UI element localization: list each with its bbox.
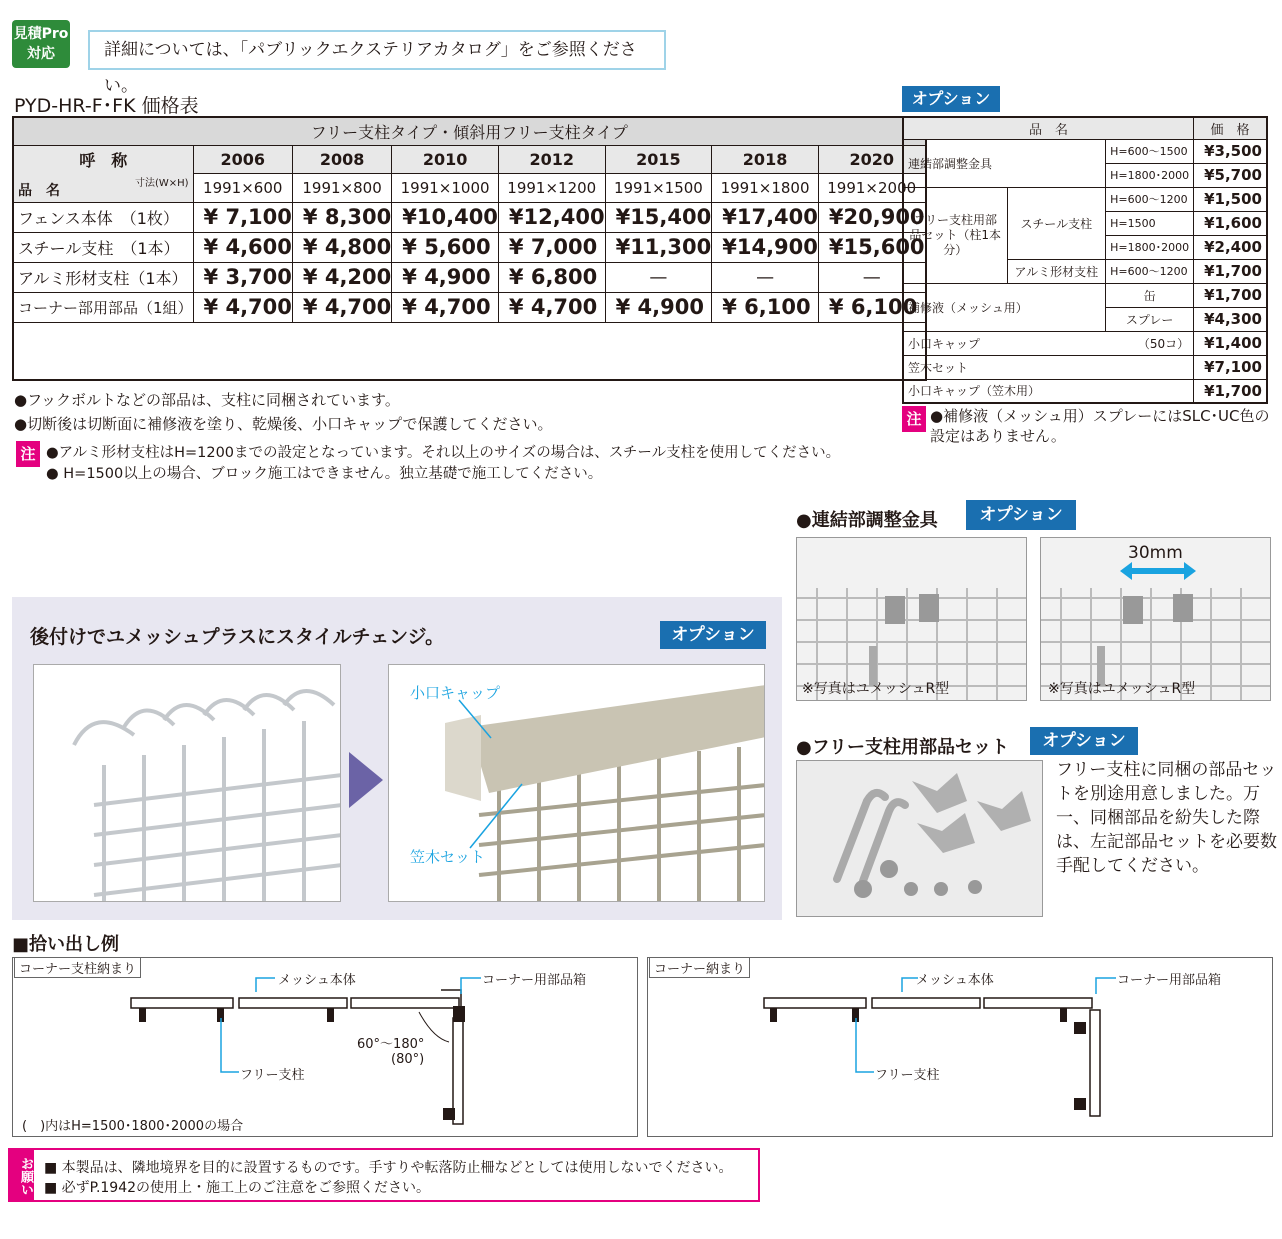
renketsu-option-tag: オプション: [966, 500, 1076, 530]
opt-price: ¥1,400: [1194, 331, 1267, 355]
opt-price: ¥1,700: [1194, 259, 1267, 283]
opt-header-price: 価 格: [1194, 117, 1267, 139]
table-caption: フリー支柱タイプ・傾斜用フリー支柱タイプ: [13, 117, 926, 145]
table-row: [13, 232, 926, 262]
opt-price: ¥3,500: [1194, 139, 1267, 163]
price-cell: ¥11,300: [605, 232, 712, 262]
opt-spec: H=600～1500: [1106, 139, 1194, 163]
price-cell: ¥ 6,800: [498, 262, 605, 292]
opt-header-item: 品 名: [903, 117, 1194, 139]
size-cell: 1991×2000: [818, 173, 925, 202]
label-koguchi-cap: 小口キャップ: [410, 684, 501, 702]
price-cell: ¥ 4,700: [292, 292, 391, 322]
empty-row: [13, 322, 926, 380]
label-kasagi-set: 笠木セット: [410, 848, 486, 866]
model-2008: 2008: [292, 145, 391, 173]
diagram1-mesh-label: メッシュ本体: [278, 973, 356, 988]
opt-spec: H=600～1200: [1106, 187, 1194, 211]
opt-free-set: フリー支柱用部品セット（柱1本分）: [903, 187, 1007, 283]
badge-line2: 対応: [27, 46, 55, 62]
option-table: [902, 116, 1268, 404]
opt-spec: H=1800･2000: [1106, 163, 1194, 187]
price-cell: ¥ 4,800: [292, 232, 391, 262]
hiroi-heading: ■拾い出し例: [12, 934, 120, 955]
size-label: 寸法(W×H): [134, 178, 189, 189]
price-cell: ¥ 4,700: [392, 292, 499, 322]
price-cell: ¥17,400: [712, 202, 819, 232]
size-cell: 1991×1000: [392, 173, 499, 202]
price-cell: ¥15,400: [605, 202, 712, 232]
leader-line-kasagi: [466, 780, 526, 852]
price-cell: ¥ 4,900: [605, 292, 712, 322]
opt-spec: H=1500: [1106, 211, 1194, 235]
header-label: 呼 称: [13, 145, 193, 173]
diagram2-mesh-label: メッシュ本体: [916, 973, 994, 988]
table-row: [13, 262, 926, 292]
double-arrow-icon: [1120, 562, 1196, 580]
diagram2-title: コーナー納まり: [649, 957, 750, 978]
yumesh-plus-photo: [33, 664, 341, 902]
row-name: コーナー部用部品（1組）: [13, 292, 193, 322]
size-cell: 1991×1800: [712, 173, 819, 202]
renketsu-photo-1: [796, 537, 1027, 701]
diagram2-corner-label: コーナー用部品箱: [1117, 973, 1222, 988]
diagram1-angle: 60°～180°: [357, 1037, 425, 1052]
price-cell: ¥12,400: [498, 202, 605, 232]
free-set-description: フリー支柱に同梱の部品セットを別途用意しました。万一、同梱部品を紛失した際は、左記部品セットを必要数手配してください。: [1056, 760, 1277, 876]
diagram1-angle-alt: (80°): [391, 1052, 425, 1067]
price-cell: ¥ 3,700: [193, 262, 292, 292]
price-cell: —: [712, 262, 819, 292]
model-2010: 2010: [392, 145, 499, 173]
model-2015: 2015: [605, 145, 712, 173]
table-row: [13, 202, 926, 232]
note-cutting: ●切断後は切断面に補修液を塗り、乾燥後、小口キャップで保護してください。: [14, 415, 553, 433]
model-2012: 2012: [498, 145, 605, 173]
row-name: アルミ形材支柱（1本）: [13, 262, 193, 292]
model-2018: 2018: [712, 145, 819, 173]
price-cell: —: [605, 262, 712, 292]
leader-line-koguchi: [455, 698, 495, 742]
opt-koguchi: 小口キャップ: [903, 331, 1106, 355]
dim-30mm: 30mm: [1128, 543, 1183, 563]
opt-renketsu: 連結部調整金具: [903, 139, 1106, 187]
price-cell: ¥ 8,300: [292, 202, 391, 232]
diagram1-post-label: フリー支柱: [240, 1068, 305, 1083]
request-note-2: ■ 必ずP.1942の使用上・施工上のご注意をご参照ください。: [44, 1180, 431, 1196]
opt-price: ¥1,700: [1194, 283, 1267, 307]
price-cell: ¥ 4,700: [498, 292, 605, 322]
diagram2-post-label: フリー支柱: [875, 1068, 940, 1083]
price-cell: ¥ 4,700: [193, 292, 292, 322]
size-cell: 1991×800: [292, 173, 391, 202]
opt-price: ¥1,500: [1194, 187, 1267, 211]
band-title: 後付けでユメッシュプラスにスタイルチェンジ。: [30, 626, 445, 648]
option-chu-label: 注: [902, 406, 926, 432]
price-cell: ¥10,400: [392, 202, 499, 232]
price-cell: ¥ 7,000: [498, 232, 605, 262]
opt-price: ¥2,400: [1194, 235, 1267, 259]
photo-caption-2: ※写真はユメッシュR型: [1048, 681, 1196, 697]
price-cell: ¥ 4,900: [392, 262, 499, 292]
opt-price: ¥7,100: [1194, 355, 1267, 379]
price-table: [12, 116, 927, 381]
model-2006: 2006: [193, 145, 292, 173]
row-name: フェンス本体 （1枚）: [13, 202, 193, 232]
price-cell: ¥20,900: [818, 202, 925, 232]
opt-price: ¥1,700: [1194, 379, 1267, 403]
option-note: ●補修液（メッシュ用）スプレーにはSLC･UC色の設定はありません。: [930, 407, 1270, 445]
price-cell: ¥ 6,100: [818, 292, 925, 322]
opt-spec: 缶: [1106, 283, 1194, 307]
price-cell: —: [818, 262, 925, 292]
arrow-right-icon: [349, 752, 383, 808]
badge-line1: 見積Pro: [13, 26, 69, 42]
band-option-tag: オプション: [660, 621, 766, 649]
price-cell: ¥14,900: [712, 232, 819, 262]
opt-spec: スプレー: [1106, 307, 1194, 331]
opt-price: ¥1,600: [1194, 211, 1267, 235]
price-cell: ¥ 5,600: [392, 232, 499, 262]
request-note-1: ■ 本製品は、隣地境界を目的に設置するものです。手すりや転落防止柵などとしては使用しないでください。: [44, 1160, 733, 1176]
opt-spec: （50コ）: [1106, 331, 1194, 355]
parts-set-photo: [796, 760, 1043, 917]
option-tag: オプション: [902, 86, 1000, 112]
note-hookbolt: ●フックボルトなどの部品は、支柱に同梱されています。: [14, 391, 400, 409]
request-label: お願い: [8, 1148, 34, 1202]
size-cell: 1991×1200: [498, 173, 605, 202]
parts-graphic: [797, 761, 1043, 917]
price-table-title: PYD-HR-F･FK 価格表: [14, 95, 199, 117]
size-cell: 1991×600: [193, 173, 292, 202]
estimate-pro-badge: [12, 20, 70, 68]
item-size-cell: [13, 173, 193, 202]
size-cell: 1991×1500: [605, 173, 712, 202]
catalog-reference-note: 詳細については、「パブリックエクステリアカタログ」をご参照ください。: [88, 30, 666, 70]
price-cell: ¥ 7,100: [193, 202, 292, 232]
price-cell: ¥ 4,200: [292, 262, 391, 292]
opt-spec: H=1800･2000: [1106, 235, 1194, 259]
chu-note-2: ● H=1500以上の場合、ブロック施工はできません。独立基礎で施工してください。: [46, 466, 603, 482]
opt-kasagi: 笠木セット: [903, 355, 1194, 379]
chu-note-1: ●アルミ形材支柱はH=1200までの設定となっています。それ以上のサイズの場合は、スチール支柱を使用してください。: [46, 445, 841, 461]
renketsu-heading: ●連結部調整金具: [796, 510, 938, 531]
free-set-option-tag: オプション: [1030, 727, 1138, 755]
opt-price: ¥4,300: [1194, 307, 1267, 331]
opt-price: ¥5,700: [1194, 163, 1267, 187]
opt-alumi: アルミ形材支柱: [1007, 259, 1106, 283]
mesh-photo-graphic: [797, 538, 1027, 701]
price-cell: ¥ 6,100: [712, 292, 819, 322]
mesh-loop-graphic: [34, 665, 341, 902]
model-2020: 2020: [818, 145, 925, 173]
opt-steel: スチール支柱: [1007, 187, 1106, 259]
table-row: [13, 292, 926, 322]
item-label: 品 名: [18, 182, 60, 199]
diagram1-title: コーナー支柱納まり: [14, 957, 141, 978]
price-cell: ¥ 4,600: [193, 232, 292, 262]
chu-label: 注: [16, 441, 40, 467]
opt-hoshu: 補修液（メッシュ用）: [903, 283, 1106, 331]
diagram1-footnote: ( )内はH=1500･1800･2000の場合: [22, 1119, 244, 1134]
price-cell: ¥15,600: [818, 232, 925, 262]
diagram1-corner-label: コーナー用部品箱: [482, 973, 587, 988]
opt-spec: H=600～1200: [1106, 259, 1194, 283]
photo-caption-1: ※写真はユメッシュR型: [802, 681, 950, 697]
opt-koguchi-kasagi: 小口キャップ（笠木用）: [903, 379, 1194, 403]
row-name: スチール支柱 （1本）: [13, 232, 193, 262]
free-set-heading: ●フリー支柱用部品セット: [796, 737, 1009, 758]
